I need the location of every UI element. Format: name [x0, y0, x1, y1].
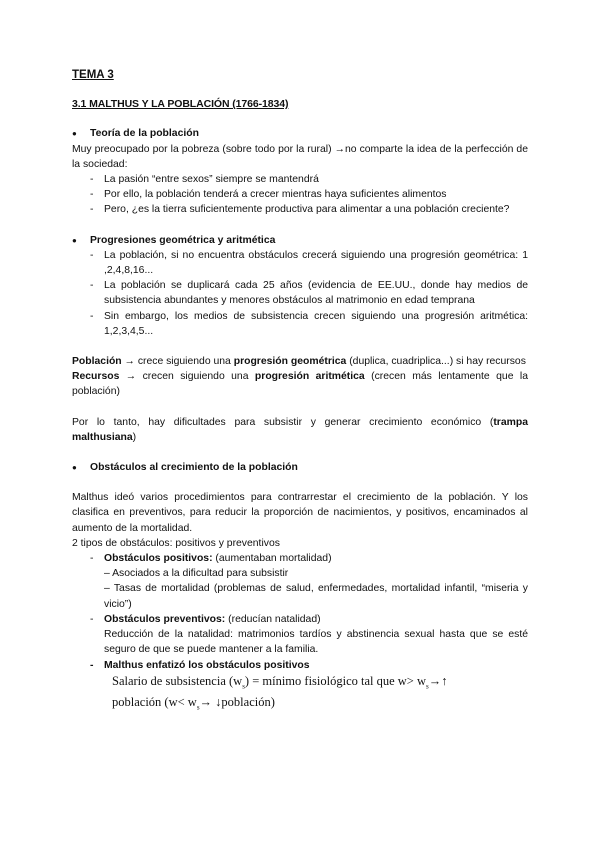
text-span: → crece siguiendo una	[121, 356, 234, 368]
sub-positivos-2: – Tasas de mortalidad (problemas de salud, enfermedades, mortalidad infantil, “miseria y vicio”)	[104, 583, 528, 610]
text-span: )	[132, 431, 137, 443]
section-title: 3.1 MALTHUS Y LA POBLACIÓN (1766-1834)	[72, 98, 289, 111]
list-item-enfatizo: - Malthus enfatizó los obstáculos positivos	[72, 658, 528, 673]
bold-span: progresión aritmética	[254, 371, 365, 383]
paragraph-poblacion	[72, 354, 528, 369]
bold-span: Obstáculos preventivos:	[104, 613, 226, 625]
list-teoria	[72, 172, 528, 218]
paragraph-tipos: 2 tipos de obstáculos: positivos y preventivos	[72, 537, 280, 549]
formula-line-1	[72, 673, 528, 695]
paragraph-conclusion	[72, 415, 528, 445]
text-span: → ↓población)	[199, 695, 275, 710]
list-item: - Pero, ¿es la tierra suficientemente productiva para alimentar a una población creciente?	[72, 202, 528, 217]
list-progresiones	[72, 248, 528, 339]
text-span: Por lo tanto, hay dificultades para subsistir y generar crecimiento económico (	[72, 416, 494, 428]
text-span: (duplica, cuadriplica...) si hay recursos	[346, 356, 526, 368]
text-span: (reducían natalidad)	[225, 613, 321, 625]
text-span: → crecen siguiendo una	[119, 371, 255, 383]
list-item: - La pasión “entre sexos” siempre se mantendrá	[72, 172, 528, 187]
label-poblacion: Población	[72, 356, 122, 368]
paragraph-obstaculos-intro: Malthus ideó varios procedimientos para contrarrestar el crecimiento de la población. Y los clasifica en preventivos, para reducir la proporción de nacimientos, y positivos, encaminados al aumento de la mortalidad.	[72, 492, 528, 534]
paragraph-recursos	[72, 369, 528, 399]
heading-teoria: ● Teoría de la población	[72, 126, 528, 141]
bold-span: trampa malthusiana	[72, 416, 528, 443]
sub-positivos-1: – Asociados a la dificultad para subsistir	[104, 568, 289, 580]
heading-progresiones: ● Progresiones geométrica y aritmética	[72, 233, 528, 248]
bold-span: progresión geométrica	[233, 356, 347, 368]
list-item: - La población se duplicará cada 25 años (evidencia de EE.UU., donde hay medios de subsistencia abundantes y menores obstáculos al matrimonio en edad temprana	[72, 278, 528, 308]
paragraph-teoria-intro: Muy preocupado por la pobreza (sobre todo por la rural) →no comparte la idea de la perfección de la sociedad:	[72, 143, 528, 170]
text-span: (crecen más lentamente que la población)	[72, 371, 528, 398]
text-span: población (w< w	[112, 695, 197, 710]
document-page	[72, 68, 528, 716]
list-item-positivos	[72, 551, 528, 566]
subscript: s	[196, 703, 200, 712]
list-obstaculos	[72, 551, 528, 566]
list-item: - La población, si no encuentra obstáculos crecerá siguiendo una progresión geométrica: 1 ,2,4,8,16...	[72, 248, 528, 278]
subscript: s	[242, 682, 245, 691]
page-title: TEMA 3	[72, 69, 114, 81]
subscript: s	[426, 682, 429, 691]
bold-span: Obstáculos positivos:	[104, 553, 213, 565]
heading-obstaculos: ● Obstáculos al crecimiento de la población	[72, 460, 528, 475]
text-span: →↑	[428, 673, 448, 688]
list-item-preventivos	[72, 612, 528, 627]
list-item: - Por ello, la población tenderá a crecer mientras haya suficientes alimentos	[72, 187, 528, 202]
formula-line-2	[72, 694, 528, 716]
label-recursos: Recursos	[72, 371, 120, 383]
sub-preventivos: Reducción de la natalidad: matrimonios tardíos y abstinencia sexual hasta que se esté seguro de que se puede mantener a la familia.	[104, 629, 528, 656]
text-span: (aumentaban mortalidad)	[212, 553, 332, 565]
text-span: ) = mínimo fisiológico tal que w> w	[244, 673, 427, 688]
list-item: - Sin embargo, los medios de subsistencia crecen siguiendo una progresión aritmética: 1,2,3,4,5...	[72, 309, 528, 339]
list-preventivos	[72, 612, 528, 627]
text-span: Salario de subsistencia (w	[112, 673, 243, 688]
list-enfatizo	[72, 658, 528, 673]
